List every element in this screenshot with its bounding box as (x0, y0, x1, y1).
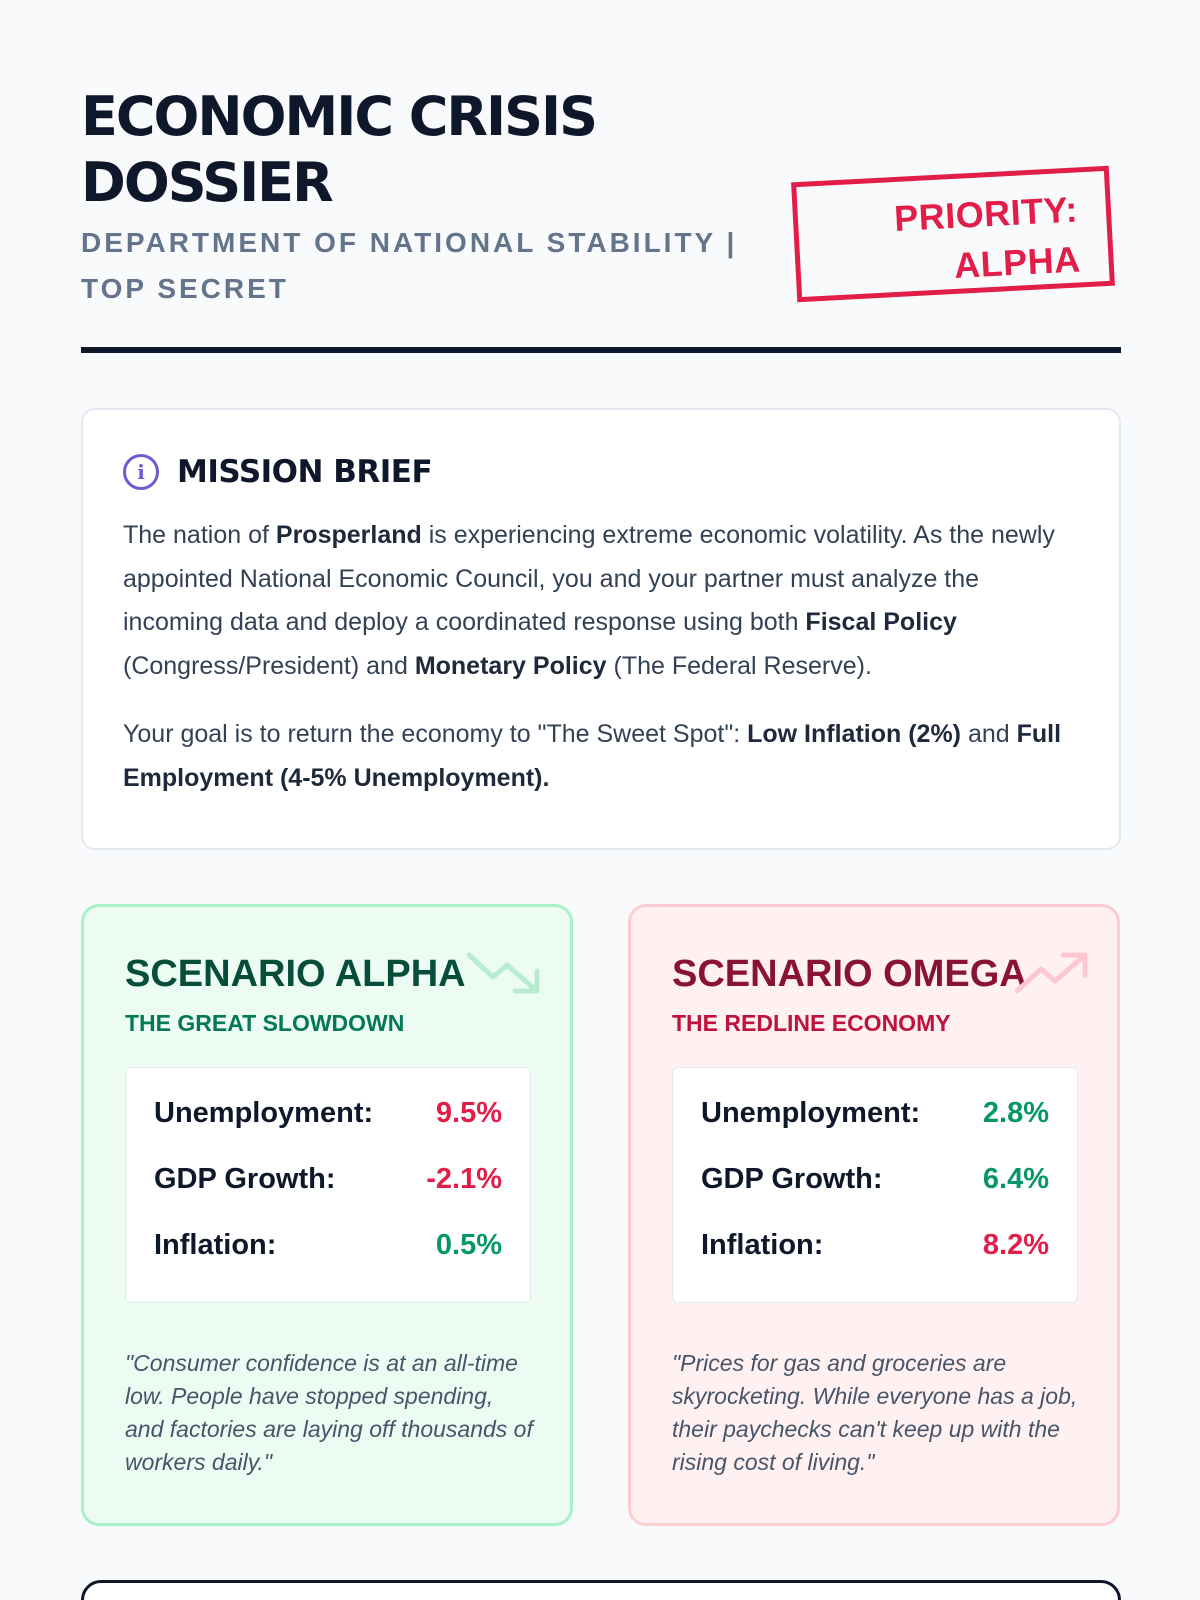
stat-label: Inflation: (154, 1228, 277, 1261)
header (81, 84, 1121, 354)
trending-up-icon (1015, 951, 1091, 995)
stat-value: 6.4% (982, 1162, 1049, 1195)
stat-label: Inflation: (701, 1228, 824, 1261)
scenario-title: SCENARIO OMEGA (672, 953, 1027, 995)
stat-row-unemployment (701, 1080, 1049, 1146)
mission-brief-card (81, 408, 1121, 850)
brief-bold-nation: Prosperland (275, 521, 422, 549)
scenario-subtitle: THE REDLINE ECONOMY (672, 1010, 951, 1036)
brief-text: Your goal is to return the economy to "The Sweet Spot": (123, 720, 748, 748)
stat-value: 0.5% (435, 1228, 502, 1261)
trending-down-icon (467, 951, 543, 995)
stat-row-unemployment (154, 1080, 502, 1146)
stat-value: 9.5% (435, 1096, 502, 1129)
brief-text: is experiencing extreme economic volatility. As the newly appointed National Economic Council, you and your partner must analyze the incoming data and deploy a coordinated response using both (123, 521, 1055, 636)
stat-row-inflation (154, 1212, 502, 1278)
header-divider (81, 347, 1121, 353)
next-section-card (81, 1580, 1121, 1600)
brief-paragraph-1 (123, 514, 1079, 688)
stat-label: Unemployment: (701, 1096, 921, 1129)
scenario-omega-card (628, 904, 1120, 1526)
brief-text: and (961, 720, 1017, 748)
brief-paragraph-2 (123, 713, 1079, 800)
scenario-alpha-card (81, 904, 573, 1526)
stat-row-gdp (701, 1146, 1049, 1212)
stat-label: Unemployment: (154, 1096, 374, 1129)
scenario-stats (125, 1067, 531, 1303)
priority-stamp: PRIORITY: ALPHA (791, 166, 1115, 302)
brief-bold-employment: Full Employment (4-5% Unemployment). (123, 720, 1062, 792)
page-title: ECONOMIC CRISIS DOSSIER (81, 85, 596, 214)
mission-brief-header (123, 452, 1079, 492)
brief-bold-fiscal: Fiscal Policy (805, 608, 957, 636)
scenario-quote: "Prices for gas and groceries are skyrocketing. While everyone has a job, their paychecks can't keep up with the rising cost of living." (672, 1350, 1078, 1475)
stat-row-inflation (701, 1212, 1049, 1278)
info-icon: i (123, 454, 159, 490)
page-subtitle: DEPARTMENT OF NATIONAL STABILITY | TOP SECRET (81, 227, 738, 304)
stat-value: 2.8% (982, 1096, 1049, 1129)
scenario-stats (672, 1067, 1078, 1303)
brief-text: The nation of (123, 521, 276, 549)
mission-brief-title: MISSION BRIEF (177, 454, 433, 490)
stat-label: GDP Growth: (701, 1162, 883, 1195)
brief-bold-inflation: Low Inflation (2%) (747, 720, 961, 748)
stat-row-gdp (154, 1146, 502, 1212)
stat-value: 8.2% (982, 1228, 1049, 1261)
scenario-quote: "Consumer confidence is at an all-time low. People have stopped spending, and factories are laying off thousands of workers daily." (125, 1350, 533, 1475)
brief-bold-monetary: Monetary Policy (414, 651, 607, 680)
dossier-page (81, 0, 1121, 1600)
brief-text: (The Federal Reserve). (606, 651, 872, 680)
stat-label: GDP Growth: (154, 1162, 336, 1195)
scenario-subtitle: THE GREAT SLOWDOWN (125, 1010, 405, 1036)
scenario-title: SCENARIO ALPHA (125, 953, 466, 995)
brief-text: (Congress/President) and (123, 651, 415, 680)
stat-value: -2.1% (426, 1162, 502, 1195)
